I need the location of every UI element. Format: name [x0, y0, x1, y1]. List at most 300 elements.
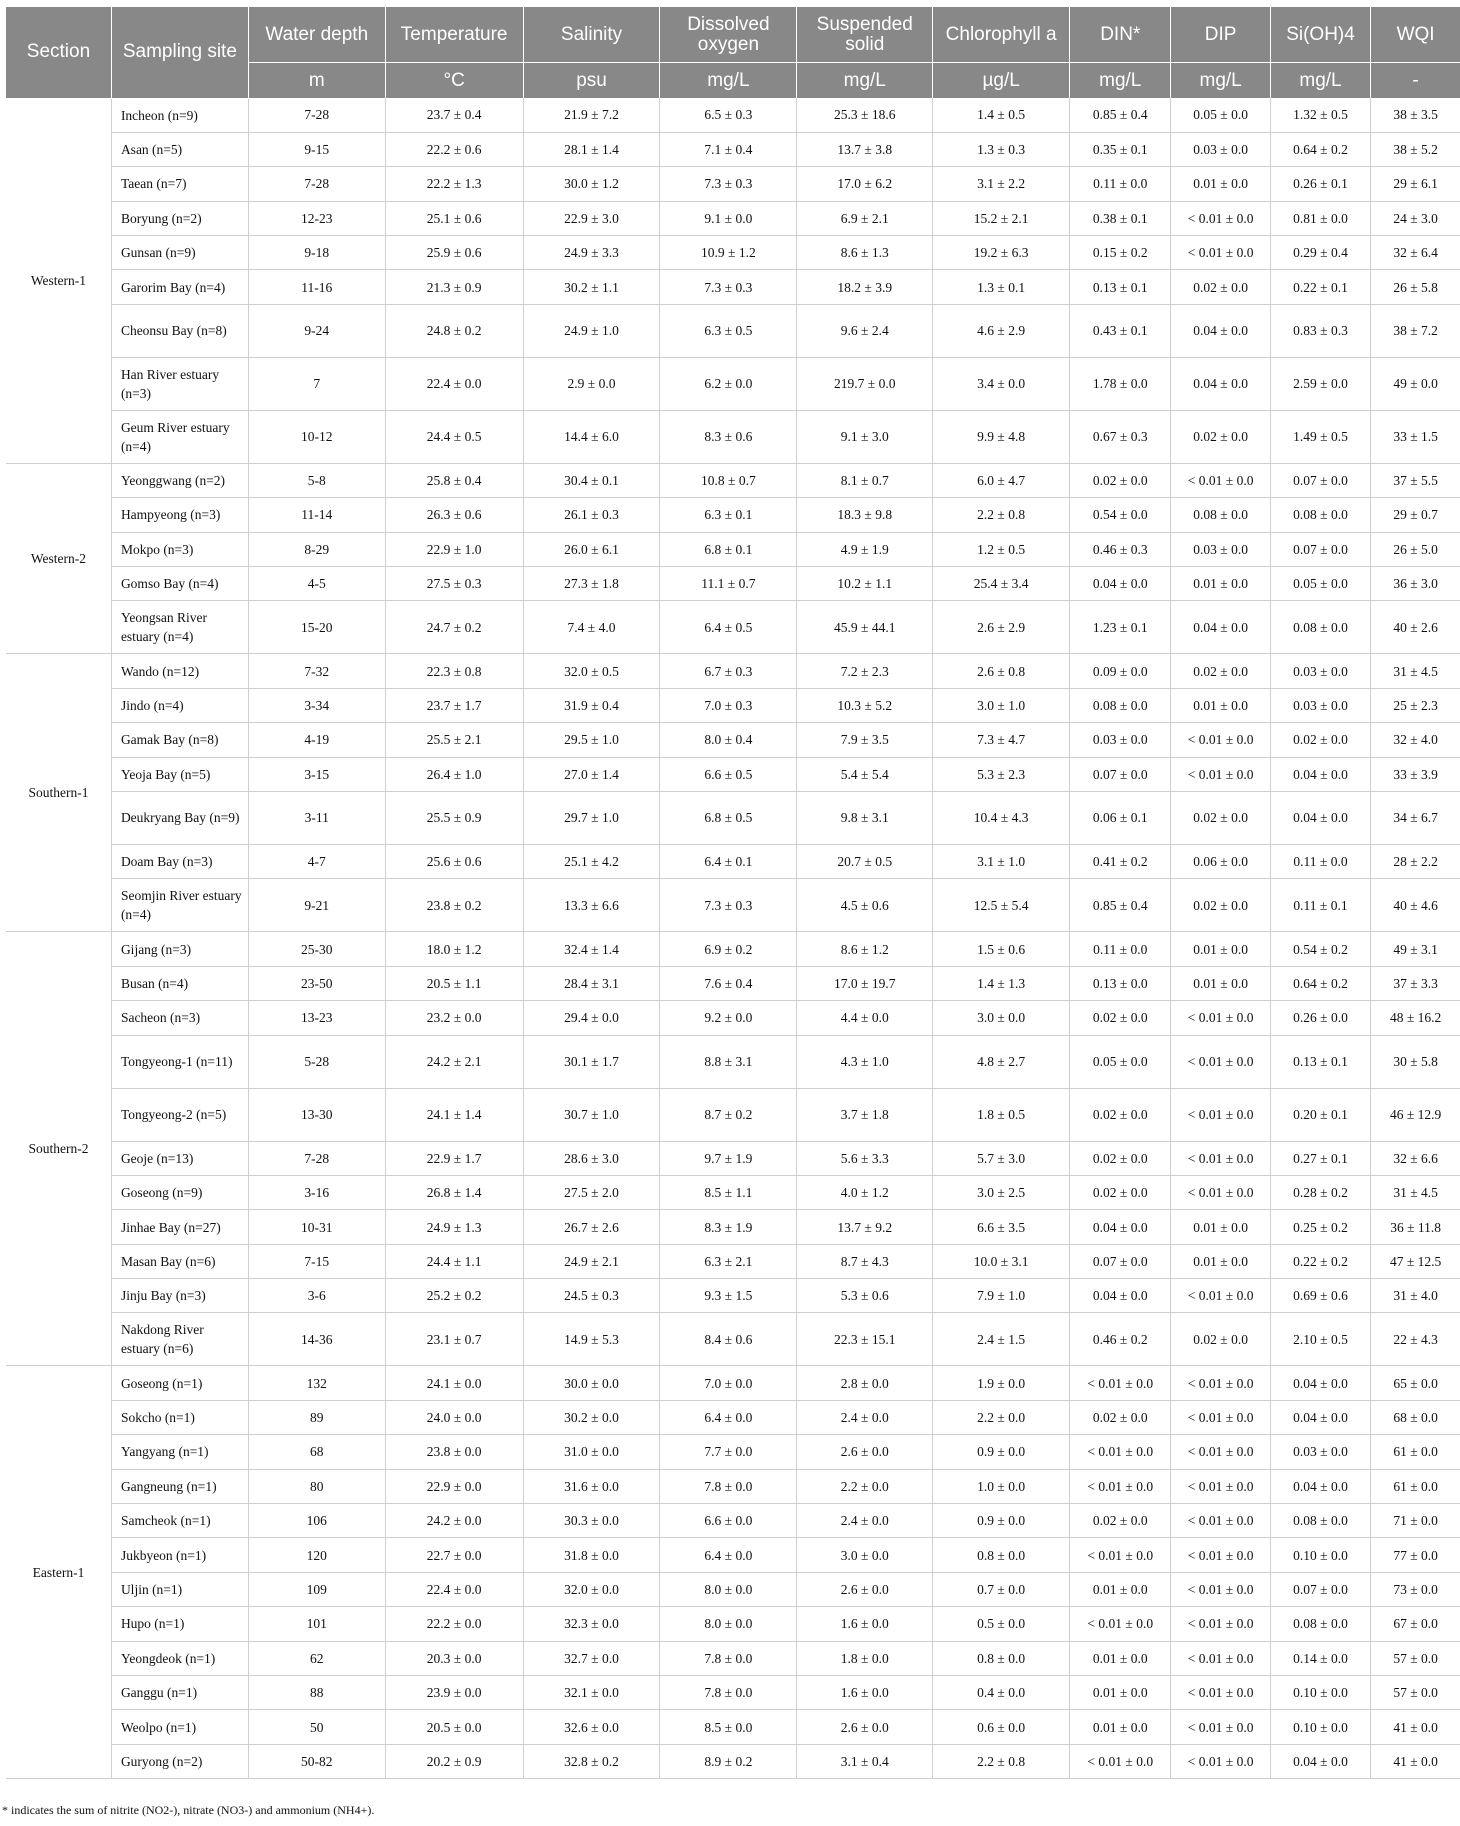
- value-cell: 45.9 ± 44.1: [797, 601, 933, 654]
- value-cell: 0.85 ± 0.4: [1070, 879, 1171, 932]
- value-cell: 13-30: [248, 1088, 385, 1141]
- value-cell: 2.2 ± 0.8: [933, 1744, 1070, 1778]
- section-label: Western-2: [6, 463, 111, 654]
- value-cell: 0.02 ± 0.0: [1070, 1400, 1171, 1434]
- table-row: [6, 357, 1460, 410]
- unit-dissolved-oxygen: mg/L: [660, 63, 797, 99]
- sampling-site-cell: Weolpo (n=1): [111, 1710, 248, 1744]
- value-cell: 49 ± 3.1: [1371, 932, 1460, 966]
- value-cell: 2.4 ± 0.0: [797, 1400, 933, 1434]
- value-cell: < 0.01 ± 0.0: [1171, 1141, 1270, 1175]
- value-cell: 36 ± 3.0: [1371, 567, 1460, 601]
- value-cell: 9.9 ± 4.8: [933, 410, 1070, 463]
- table-row: [6, 791, 1460, 844]
- sampling-site-cell: Gamak Bay (n=8): [111, 723, 248, 757]
- value-cell: 8.5 ± 0.0: [660, 1710, 797, 1744]
- value-cell: 6.9 ± 0.2: [660, 932, 797, 966]
- value-cell: 7.8 ± 0.0: [660, 1676, 797, 1710]
- table-row: [6, 1088, 1460, 1141]
- sampling-site-cell: Yeongsan River estuary (n=4): [111, 601, 248, 654]
- value-cell: 0.38 ± 0.1: [1070, 201, 1171, 235]
- table-row: [6, 723, 1460, 757]
- value-cell: 28.1 ± 1.4: [523, 132, 660, 166]
- value-cell: 4.6 ± 2.9: [933, 304, 1070, 357]
- value-cell: 23.2 ± 0.0: [385, 1001, 523, 1035]
- value-cell: 8.4 ± 0.6: [660, 1313, 797, 1366]
- value-cell: 0.8 ± 0.0: [933, 1538, 1070, 1572]
- value-cell: 13.3 ± 6.6: [523, 879, 660, 932]
- table-container: [6, 7, 1460, 1779]
- value-cell: 3-11: [248, 791, 385, 844]
- value-cell: 9.1 ± 0.0: [660, 201, 797, 235]
- table-row: [6, 1607, 1460, 1641]
- value-cell: 0.01 ± 0.0: [1070, 1710, 1171, 1744]
- value-cell: 25.5 ± 0.9: [385, 791, 523, 844]
- value-cell: 0.11 ± 0.0: [1070, 167, 1171, 201]
- value-cell: 48 ± 16.2: [1371, 1001, 1460, 1035]
- value-cell: 31.6 ± 0.0: [523, 1469, 660, 1503]
- table-footnote: * indicates the sum of nitrite (NO2-), nitrate (NO3-) and ammonium (NH4+).: [2, 1803, 375, 1817]
- sampling-site-cell: Yangyang (n=1): [111, 1435, 248, 1469]
- value-cell: 0.22 ± 0.1: [1270, 270, 1370, 304]
- value-cell: 25.3 ± 18.6: [797, 98, 933, 132]
- value-cell: 71 ± 0.0: [1371, 1504, 1460, 1538]
- value-cell: 3.1 ± 1.0: [933, 844, 1070, 878]
- value-cell: 0.02 ± 0.0: [1070, 1175, 1171, 1209]
- value-cell: 9.8 ± 3.1: [797, 791, 933, 844]
- value-cell: 5.4 ± 5.4: [797, 757, 933, 791]
- unit-wqi: -: [1371, 63, 1460, 99]
- table-row: [6, 1313, 1460, 1366]
- value-cell: 13.7 ± 3.8: [797, 132, 933, 166]
- value-cell: < 0.01 ± 0.0: [1070, 1366, 1171, 1400]
- section-label: Southern-1: [6, 654, 111, 932]
- value-cell: 7: [248, 357, 385, 410]
- value-cell: 2.4 ± 1.5: [933, 1313, 1070, 1366]
- value-cell: 0.05 ± 0.0: [1171, 98, 1270, 132]
- value-cell: 3.1 ± 2.2: [933, 167, 1070, 201]
- value-cell: 0.13 ± 0.1: [1270, 1035, 1370, 1088]
- value-cell: 0.04 ± 0.0: [1171, 357, 1270, 410]
- value-cell: < 0.01 ± 0.0: [1171, 1366, 1270, 1400]
- value-cell: 0.01 ± 0.0: [1171, 567, 1270, 601]
- value-cell: 68: [248, 1435, 385, 1469]
- value-cell: 1.3 ± 0.1: [933, 270, 1070, 304]
- value-cell: 50: [248, 1710, 385, 1744]
- value-cell: 68 ± 0.0: [1371, 1400, 1460, 1434]
- value-cell: 25.6 ± 0.6: [385, 844, 523, 878]
- value-cell: 27.3 ± 1.8: [523, 567, 660, 601]
- sampling-site-cell: Cheonsu Bay (n=8): [111, 304, 248, 357]
- value-cell: 0.01 ± 0.0: [1171, 167, 1270, 201]
- value-cell: 41 ± 0.0: [1371, 1744, 1460, 1778]
- value-cell: 29.7 ± 1.0: [523, 791, 660, 844]
- value-cell: 0.07 ± 0.0: [1270, 532, 1370, 566]
- value-cell: 26.1 ± 0.3: [523, 498, 660, 532]
- value-cell: 23.9 ± 0.0: [385, 1676, 523, 1710]
- value-cell: 37 ± 5.5: [1371, 463, 1460, 497]
- value-cell: < 0.01 ± 0.0: [1171, 1435, 1270, 1469]
- value-cell: < 0.01 ± 0.0: [1070, 1538, 1171, 1572]
- value-cell: 5-28: [248, 1035, 385, 1088]
- value-cell: 4.9 ± 1.9: [797, 532, 933, 566]
- value-cell: 8.0 ± 0.4: [660, 723, 797, 757]
- value-cell: 20.5 ± 1.1: [385, 966, 523, 1000]
- value-cell: 0.06 ± 0.0: [1171, 844, 1270, 878]
- value-cell: 7.9 ± 1.0: [933, 1279, 1070, 1313]
- value-cell: 3.7 ± 1.8: [797, 1088, 933, 1141]
- value-cell: 25-30: [248, 932, 385, 966]
- value-cell: 25.2 ± 0.2: [385, 1279, 523, 1313]
- value-cell: 5.7 ± 3.0: [933, 1141, 1070, 1175]
- value-cell: < 0.01 ± 0.0: [1171, 1607, 1270, 1641]
- table-row: [6, 688, 1460, 722]
- value-cell: 32 ± 6.6: [1371, 1141, 1460, 1175]
- value-cell: 27.0 ± 1.4: [523, 757, 660, 791]
- value-cell: 24.9 ± 2.1: [523, 1244, 660, 1278]
- value-cell: 0.02 ± 0.0: [1171, 270, 1270, 304]
- value-cell: 7.9 ± 3.5: [797, 723, 933, 757]
- value-cell: 38 ± 7.2: [1371, 304, 1460, 357]
- value-cell: 24.1 ± 1.4: [385, 1088, 523, 1141]
- table-row: [6, 1572, 1460, 1606]
- value-cell: 25.9 ± 0.6: [385, 236, 523, 270]
- sampling-site-cell: Sacheon (n=3): [111, 1001, 248, 1035]
- table-row: [6, 1469, 1460, 1503]
- value-cell: 32.6 ± 0.0: [523, 1710, 660, 1744]
- table-row: [6, 498, 1460, 532]
- value-cell: 11.1 ± 0.7: [660, 567, 797, 601]
- sampling-site-cell: Incheon (n=9): [111, 98, 248, 132]
- value-cell: 41 ± 0.0: [1371, 1710, 1460, 1744]
- sampling-site-cell: Gangneung (n=1): [111, 1469, 248, 1503]
- value-cell: 30.7 ± 1.0: [523, 1088, 660, 1141]
- value-cell: 7-28: [248, 1141, 385, 1175]
- value-cell: 40 ± 2.6: [1371, 601, 1460, 654]
- value-cell: 32.8 ± 0.2: [523, 1744, 660, 1778]
- value-cell: 0.81 ± 0.0: [1270, 201, 1370, 235]
- value-cell: 11-16: [248, 270, 385, 304]
- value-cell: 0.64 ± 0.2: [1270, 966, 1370, 1000]
- value-cell: 36 ± 11.8: [1371, 1210, 1460, 1244]
- value-cell: 0.7 ± 0.0: [933, 1572, 1070, 1606]
- value-cell: 32.7 ± 0.0: [523, 1641, 660, 1675]
- value-cell: 4-19: [248, 723, 385, 757]
- value-cell: 0.04 ± 0.0: [1171, 304, 1270, 357]
- value-cell: 0.26 ± 0.1: [1270, 167, 1370, 201]
- value-cell: 7.2 ± 2.3: [797, 654, 933, 688]
- value-cell: 4.3 ± 1.0: [797, 1035, 933, 1088]
- value-cell: 6.9 ± 2.1: [797, 201, 933, 235]
- value-cell: 0.9 ± 0.0: [933, 1435, 1070, 1469]
- unit-suspended-solid: mg/L: [797, 63, 933, 99]
- sampling-site-cell: Han River estuary (n=3): [111, 357, 248, 410]
- header-water-depth: Water depth: [248, 7, 385, 63]
- table-row: [6, 966, 1460, 1000]
- value-cell: 8.8 ± 3.1: [660, 1035, 797, 1088]
- value-cell: 10.4 ± 4.3: [933, 791, 1070, 844]
- value-cell: 20.3 ± 0.0: [385, 1641, 523, 1675]
- value-cell: 2.2 ± 0.8: [933, 498, 1070, 532]
- value-cell: 1.3 ± 0.3: [933, 132, 1070, 166]
- value-cell: 18.0 ± 1.2: [385, 932, 523, 966]
- value-cell: 2.6 ± 0.8: [933, 654, 1070, 688]
- value-cell: 3.0 ± 2.5: [933, 1175, 1070, 1209]
- value-cell: < 0.01 ± 0.0: [1171, 723, 1270, 757]
- value-cell: 73 ± 0.0: [1371, 1572, 1460, 1606]
- value-cell: 13.7 ± 9.2: [797, 1210, 933, 1244]
- value-cell: 8.0 ± 0.0: [660, 1607, 797, 1641]
- value-cell: < 0.01 ± 0.0: [1171, 236, 1270, 270]
- sampling-site-cell: Tongyeong-1 (n=11): [111, 1035, 248, 1088]
- value-cell: 2.4 ± 0.0: [797, 1504, 933, 1538]
- value-cell: 6.8 ± 0.1: [660, 532, 797, 566]
- value-cell: 109: [248, 1572, 385, 1606]
- table-row: [6, 167, 1460, 201]
- table-row: [6, 1141, 1460, 1175]
- value-cell: 0.9 ± 0.0: [933, 1504, 1070, 1538]
- value-cell: 22.4 ± 0.0: [385, 1572, 523, 1606]
- value-cell: 6.5 ± 0.3: [660, 98, 797, 132]
- value-cell: 50-82: [248, 1744, 385, 1778]
- value-cell: 31.9 ± 0.4: [523, 688, 660, 722]
- value-cell: < 0.01 ± 0.0: [1171, 1088, 1270, 1141]
- value-cell: 2.6 ± 0.0: [797, 1572, 933, 1606]
- header-suspended-solid: Suspended solid: [797, 7, 933, 63]
- value-cell: 14.4 ± 6.0: [523, 410, 660, 463]
- value-cell: 31.0 ± 0.0: [523, 1435, 660, 1469]
- value-cell: < 0.01 ± 0.0: [1171, 1641, 1270, 1675]
- value-cell: 0.02 ± 0.0: [1171, 791, 1270, 844]
- value-cell: 106: [248, 1504, 385, 1538]
- sampling-site-cell: Goseong (n=9): [111, 1175, 248, 1209]
- value-cell: 0.01 ± 0.0: [1171, 966, 1270, 1000]
- value-cell: 24 ± 3.0: [1371, 201, 1460, 235]
- value-cell: 0.01 ± 0.0: [1171, 1210, 1270, 1244]
- header-temperature: Temperature: [385, 7, 523, 63]
- value-cell: 0.08 ± 0.0: [1270, 1607, 1370, 1641]
- value-cell: 0.14 ± 0.0: [1270, 1641, 1370, 1675]
- table-row: [6, 1435, 1460, 1469]
- value-cell: 2.10 ± 0.5: [1270, 1313, 1370, 1366]
- value-cell: 0.02 ± 0.0: [1171, 410, 1270, 463]
- value-cell: 2.8 ± 0.0: [797, 1366, 933, 1400]
- sampling-site-cell: Hampyeong (n=3): [111, 498, 248, 532]
- value-cell: 8.5 ± 1.1: [660, 1175, 797, 1209]
- value-cell: 0.04 ± 0.0: [1070, 1279, 1171, 1313]
- sampling-site-cell: Doam Bay (n=3): [111, 844, 248, 878]
- value-cell: 0.04 ± 0.0: [1270, 791, 1370, 844]
- value-cell: 0.03 ± 0.0: [1270, 688, 1370, 722]
- value-cell: 65 ± 0.0: [1371, 1366, 1460, 1400]
- sampling-site-cell: Yeoja Bay (n=5): [111, 757, 248, 791]
- value-cell: 5-8: [248, 463, 385, 497]
- value-cell: 2.9 ± 0.0: [523, 357, 660, 410]
- value-cell: 10.9 ± 1.2: [660, 236, 797, 270]
- value-cell: 89: [248, 1400, 385, 1434]
- value-cell: 37 ± 3.3: [1371, 966, 1460, 1000]
- value-cell: 0.07 ± 0.0: [1070, 1244, 1171, 1278]
- value-cell: 22 ± 4.3: [1371, 1313, 1460, 1366]
- value-cell: 8.0 ± 0.0: [660, 1572, 797, 1606]
- table-row: [6, 654, 1460, 688]
- sampling-site-cell: Asan (n=5): [111, 132, 248, 166]
- value-cell: 19.2 ± 6.3: [933, 236, 1070, 270]
- table-row: [6, 1366, 1460, 1400]
- value-cell: 0.03 ± 0.0: [1270, 654, 1370, 688]
- table-row: [6, 567, 1460, 601]
- value-cell: 3.1 ± 0.4: [797, 1744, 933, 1778]
- value-cell: 32 ± 6.4: [1371, 236, 1460, 270]
- value-cell: 22.7 ± 0.0: [385, 1538, 523, 1572]
- value-cell: 57 ± 0.0: [1371, 1676, 1460, 1710]
- value-cell: 0.04 ± 0.0: [1070, 567, 1171, 601]
- value-cell: 2.59 ± 0.0: [1270, 357, 1370, 410]
- value-cell: 5.6 ± 3.3: [797, 1141, 933, 1175]
- value-cell: 0.03 ± 0.0: [1070, 723, 1171, 757]
- value-cell: 22.4 ± 0.0: [385, 357, 523, 410]
- value-cell: 0.09 ± 0.0: [1070, 654, 1171, 688]
- value-cell: 8.3 ± 1.9: [660, 1210, 797, 1244]
- value-cell: 24.2 ± 0.0: [385, 1504, 523, 1538]
- value-cell: 0.6 ± 0.0: [933, 1710, 1070, 1744]
- value-cell: 80: [248, 1469, 385, 1503]
- value-cell: 0.41 ± 0.2: [1070, 844, 1171, 878]
- sampling-site-cell: Jinju Bay (n=3): [111, 1279, 248, 1313]
- sampling-site-cell: Samcheok (n=1): [111, 1504, 248, 1538]
- sampling-site-cell: Geum River estuary (n=4): [111, 410, 248, 463]
- value-cell: 57 ± 0.0: [1371, 1641, 1460, 1675]
- value-cell: < 0.01 ± 0.0: [1171, 1175, 1270, 1209]
- value-cell: 6.2 ± 0.0: [660, 357, 797, 410]
- value-cell: 33 ± 3.9: [1371, 757, 1460, 791]
- table-row: [6, 463, 1460, 497]
- value-cell: 27.5 ± 0.3: [385, 567, 523, 601]
- value-cell: 7.0 ± 0.0: [660, 1366, 797, 1400]
- value-cell: 6.4 ± 0.5: [660, 601, 797, 654]
- value-cell: 12.5 ± 5.4: [933, 879, 1070, 932]
- value-cell: 8.6 ± 1.3: [797, 236, 933, 270]
- value-cell: 6.4 ± 0.0: [660, 1538, 797, 1572]
- unit-water-depth: m: [248, 63, 385, 99]
- value-cell: 23.8 ± 0.0: [385, 1435, 523, 1469]
- value-cell: 0.11 ± 0.0: [1270, 844, 1370, 878]
- value-cell: 24.9 ± 1.0: [523, 304, 660, 357]
- table-row: [6, 1210, 1460, 1244]
- value-cell: 0.10 ± 0.0: [1270, 1710, 1370, 1744]
- value-cell: 0.08 ± 0.0: [1171, 498, 1270, 532]
- value-cell: 24.9 ± 3.3: [523, 236, 660, 270]
- value-cell: 31 ± 4.0: [1371, 1279, 1460, 1313]
- value-cell: < 0.01 ± 0.0: [1171, 1469, 1270, 1503]
- value-cell: 0.01 ± 0.0: [1070, 1641, 1171, 1675]
- value-cell: 0.08 ± 0.0: [1070, 688, 1171, 722]
- value-cell: 24.8 ± 0.2: [385, 304, 523, 357]
- table-row: [6, 1504, 1460, 1538]
- value-cell: 120: [248, 1538, 385, 1572]
- table-row: [6, 1641, 1460, 1675]
- value-cell: 0.27 ± 0.1: [1270, 1141, 1370, 1175]
- table-row: [6, 757, 1460, 791]
- table-row: [6, 201, 1460, 235]
- value-cell: 0.02 ± 0.0: [1070, 1001, 1171, 1035]
- value-cell: 24.9 ± 1.3: [385, 1210, 523, 1244]
- value-cell: 28.4 ± 3.1: [523, 966, 660, 1000]
- value-cell: 31.8 ± 0.0: [523, 1538, 660, 1572]
- value-cell: 77 ± 0.0: [1371, 1538, 1460, 1572]
- value-cell: < 0.01 ± 0.0: [1171, 757, 1270, 791]
- value-cell: < 0.01 ± 0.0: [1070, 1744, 1171, 1778]
- value-cell: 0.54 ± 0.2: [1270, 932, 1370, 966]
- sampling-site-cell: Yeongdeok (n=1): [111, 1641, 248, 1675]
- value-cell: 6.6 ± 0.0: [660, 1504, 797, 1538]
- header-dissolved-oxygen: Dissolved oxygen: [660, 7, 797, 63]
- sampling-site-cell: Deukryang Bay (n=9): [111, 791, 248, 844]
- value-cell: 0.5 ± 0.0: [933, 1607, 1070, 1641]
- value-cell: 40 ± 4.6: [1371, 879, 1460, 932]
- value-cell: 38 ± 3.5: [1371, 98, 1460, 132]
- value-cell: 0.04 ± 0.0: [1171, 601, 1270, 654]
- value-cell: 0.29 ± 0.4: [1270, 236, 1370, 270]
- value-cell: 0.04 ± 0.0: [1270, 1400, 1370, 1434]
- value-cell: 6.4 ± 0.0: [660, 1400, 797, 1434]
- value-cell: 1.5 ± 0.6: [933, 932, 1070, 966]
- value-cell: 8.7 ± 4.3: [797, 1244, 933, 1278]
- value-cell: 24.0 ± 0.0: [385, 1400, 523, 1434]
- value-cell: 8.6 ± 1.2: [797, 932, 933, 966]
- section-label: Eastern-1: [6, 1366, 111, 1779]
- value-cell: 4.5 ± 0.6: [797, 879, 933, 932]
- value-cell: 11-14: [248, 498, 385, 532]
- value-cell: 29 ± 0.7: [1371, 498, 1460, 532]
- value-cell: 30.2 ± 1.1: [523, 270, 660, 304]
- sampling-site-cell: Nakdong River estuary (n=6): [111, 1313, 248, 1366]
- value-cell: 32.0 ± 0.0: [523, 1572, 660, 1606]
- value-cell: 2.6 ± 0.0: [797, 1435, 933, 1469]
- value-cell: 0.04 ± 0.0: [1270, 757, 1370, 791]
- value-cell: 30.0 ± 1.2: [523, 167, 660, 201]
- value-cell: 101: [248, 1607, 385, 1641]
- header-chlorophyll-a: Chlorophyll a: [933, 7, 1070, 63]
- value-cell: 24.4 ± 1.1: [385, 1244, 523, 1278]
- value-cell: 0.04 ± 0.0: [1270, 1469, 1370, 1503]
- value-cell: 30.4 ± 0.1: [523, 463, 660, 497]
- value-cell: 0.08 ± 0.0: [1270, 498, 1370, 532]
- value-cell: 61 ± 0.0: [1371, 1469, 1460, 1503]
- table-row: [6, 270, 1460, 304]
- unit-din: mg/L: [1070, 63, 1171, 99]
- value-cell: 6.3 ± 0.1: [660, 498, 797, 532]
- value-cell: 15.2 ± 2.1: [933, 201, 1070, 235]
- value-cell: 32.0 ± 0.5: [523, 654, 660, 688]
- table-row: [6, 1244, 1460, 1278]
- unit-chlorophyll-a: µg/L: [933, 63, 1070, 99]
- sampling-site-cell: Jinhae Bay (n=27): [111, 1210, 248, 1244]
- value-cell: 7.8 ± 0.0: [660, 1469, 797, 1503]
- value-cell: 32.4 ± 1.4: [523, 932, 660, 966]
- sampling-site-cell: Sokcho (n=1): [111, 1400, 248, 1434]
- value-cell: 7.7 ± 0.0: [660, 1435, 797, 1469]
- value-cell: 7-15: [248, 1244, 385, 1278]
- value-cell: 0.25 ± 0.2: [1270, 1210, 1370, 1244]
- value-cell: 0.02 ± 0.0: [1070, 1504, 1171, 1538]
- value-cell: 25.8 ± 0.4: [385, 463, 523, 497]
- value-cell: 29 ± 6.1: [1371, 167, 1460, 201]
- value-cell: 5.3 ± 0.6: [797, 1279, 933, 1313]
- value-cell: 219.7 ± 0.0: [797, 357, 933, 410]
- sampling-site-cell: Wando (n=12): [111, 654, 248, 688]
- value-cell: 38 ± 5.2: [1371, 132, 1460, 166]
